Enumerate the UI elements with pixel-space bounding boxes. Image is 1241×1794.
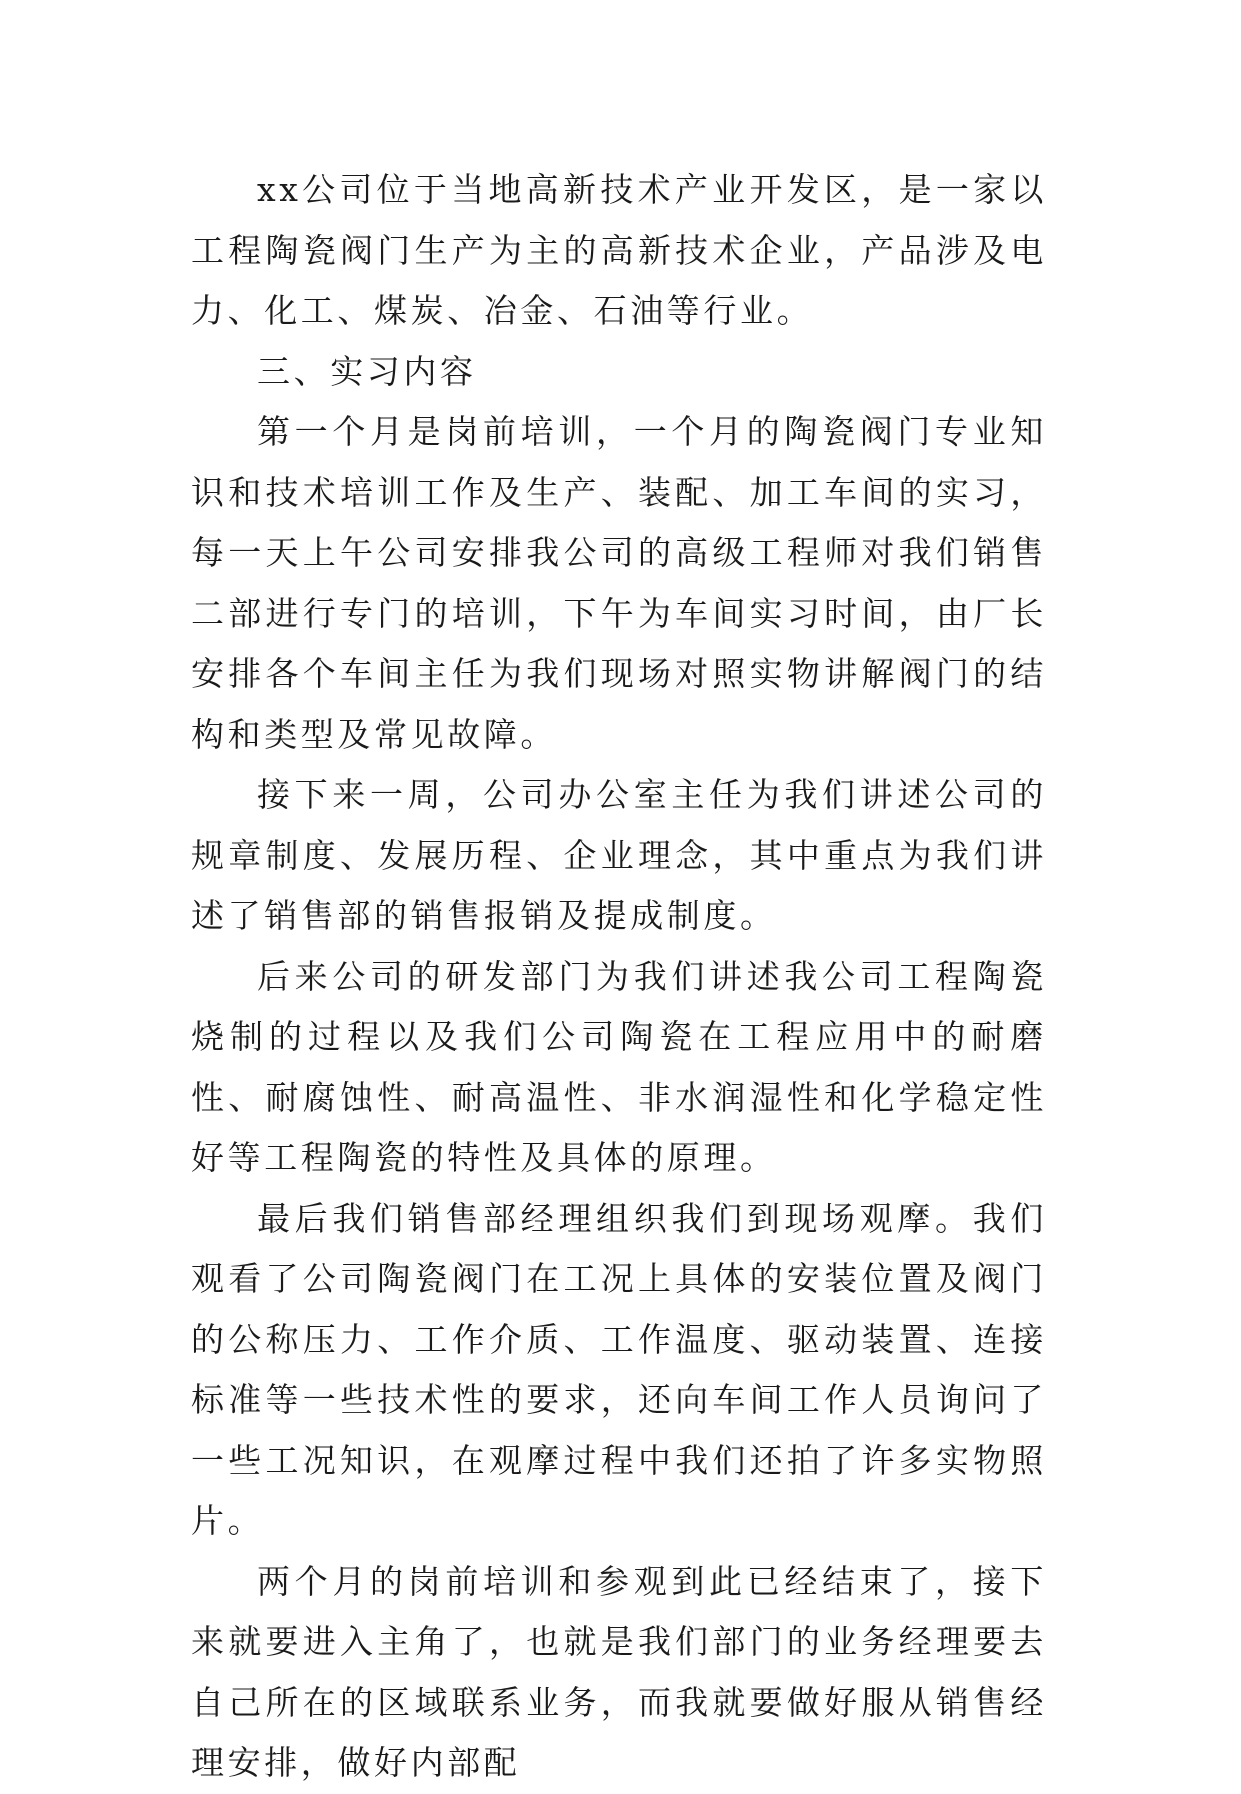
paragraph-first-month-training: 第一个月是岗前培训，一个月的陶瓷阀门专业知识和技术培训工作及生产、装配、加工车间的实习，每一天上午公司安排我公司的高级工程师对我们销售二部进行专门的培训，下午为车间实习时间，由厂长安排各个车间主任为我们现场对照实物讲解阀门的结构和类型及常见故障。: [191, 412, 1047, 754]
paragraph-next-week: 接下来一周，公司办公室主任为我们讲述公司的规章制度、发展历程、企业理念，其中重点为我们讲述了销售部的销售报销及提成制度。: [191, 775, 1047, 935]
document-body: [191, 160, 1047, 1794]
paragraph-company-intro: xx公司位于当地高新技术产业开发区，是一家以工程陶瓷阀门生产为主的高新技术企业，产品涉及电力、化工、煤炭、冶金、石油等行业。: [191, 170, 1047, 330]
paragraph-training-ended: 两个月的岗前培训和参观到此已经结束了，接下来就要进入主角了，也就是我们部门的业务经理要去自己所在的区域联系业务，而我就要做好服从销售经理安排，做好内部配: [191, 1561, 1047, 1782]
section-heading-internship-content: 三、实习内容: [257, 351, 477, 391]
paragraph-site-visit: 最后我们销售部经理组织我们到现场观摩。我们观看了公司陶瓷阀门在工况上具体的安装位置及阀门的公称压力、工作介质、工作温度、驱动装置、连接标准等一些技术性的要求，还向车间工作人员询问了一些工况知识，在观摩过程中我们还拍了许多实物照片。: [191, 1198, 1047, 1540]
paragraph-rnd-department: 后来公司的研发部门为我们讲述我公司工程陶瓷烧制的过程以及我们公司陶瓷在工程应用中的耐磨性、耐腐蚀性、耐高温性、非水润湿性和化学稳定性好等工程陶瓷的特性及具体的原理。: [191, 956, 1047, 1177]
